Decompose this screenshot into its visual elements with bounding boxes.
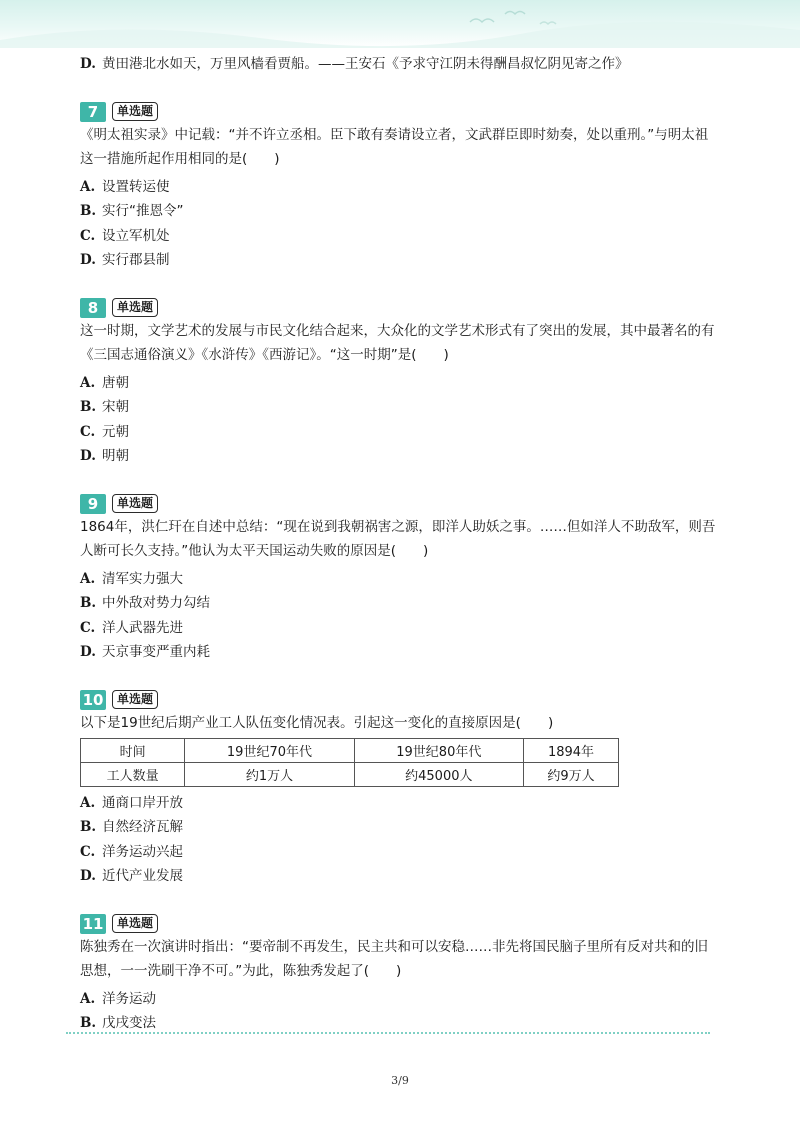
q6-option-d[interactable]: D. 黄田港北水如天，万里风樯看贾船。——王安石《予求守江阴未得酬昌叔忆阴见寄之作》 [80, 56, 629, 72]
question-type-tag: 单选题 [112, 690, 158, 709]
option-d[interactable]: D. 天京事变严重内耗 [80, 644, 210, 660]
table-cell: 约1万人 [185, 762, 354, 786]
question-type-tag: 单选题 [112, 494, 158, 513]
question-stem: 这一时期，文学艺术的发展与市民文化结合起来，大众化的文学艺术形式有了突出的发展，其中最著名的有《三国志通俗演义》《水浒传》《西游记》。“这一时期”是( ) [80, 322, 715, 363]
table-row [81, 738, 619, 762]
option-c[interactable]: C. 设立军机处 [80, 227, 170, 244]
question-type-tag: 单选题 [112, 102, 158, 121]
question-number-badge: 10 [80, 690, 106, 710]
option-b[interactable]: B. 实行“推恩令” [80, 203, 184, 219]
footer-divider [66, 1032, 710, 1034]
table-cell: 1894年 [524, 738, 619, 762]
question-header [80, 297, 720, 319]
question-header [80, 493, 720, 515]
question-header [80, 689, 720, 711]
bird-decoration-icon [0, 0, 800, 48]
option-b[interactable]: B. 戊戌变法 [80, 1015, 156, 1031]
page-number: 3/9 [391, 1074, 409, 1087]
question-stem: 《明太祖实录》中记载：“并不许立丞相。臣下敢有奏请设立者，文武群臣即时劾奏，处以重刑。”与明太祖这一措施所起作用相同的是( ) [80, 126, 709, 167]
option-b[interactable]: B. 宋朝 [80, 399, 129, 415]
option-c[interactable]: C. 元朝 [80, 423, 129, 440]
option-c[interactable]: C. 洋人武器先进 [80, 619, 183, 636]
option-c[interactable]: C. 洋务运动兴起 [80, 843, 183, 860]
option-a[interactable]: A. 洋务运动 [80, 990, 156, 1007]
option-a[interactable]: A. 清军实力强大 [80, 570, 183, 587]
table-cell: 约45000人 [354, 762, 523, 786]
header-banner [0, 0, 800, 48]
question-stem: 1864年，洪仁玕在自述中总结：“现在说到我朝祸害之源，即洋人助妖之事。……但如洋人不助敌军，则吾人断可长久支持。”他认为太平天国运动失败的原因是( ) [80, 518, 716, 559]
option-b[interactable]: B. 自然经济瓦解 [80, 819, 183, 835]
table-cell: 约9万人 [524, 762, 619, 786]
question-content [80, 50, 720, 1036]
table-cell: 19世纪70年代 [185, 738, 354, 762]
option-a[interactable]: A. 唐朝 [80, 374, 129, 391]
question-stem: 以下是19世纪后期产业工人队伍变化情况表。引起这一变化的直接原因是( ) [80, 714, 554, 731]
table-cell: 时间 [81, 738, 185, 762]
table-cell: 工人数量 [81, 762, 185, 786]
question-number-badge: 7 [80, 102, 106, 122]
option-d[interactable]: D. 近代产业发展 [80, 868, 183, 884]
option-d[interactable]: D. 实行郡县制 [80, 252, 170, 268]
question-number-badge: 11 [80, 914, 106, 934]
question-type-tag: 单选题 [112, 298, 158, 317]
question-type-tag: 单选题 [112, 914, 158, 933]
question-number-badge: 9 [80, 494, 106, 514]
question-header [80, 101, 720, 123]
option-a[interactable]: A. 设置转运使 [80, 178, 170, 195]
option-a[interactable]: A. 通商口岸开放 [80, 794, 183, 811]
option-b[interactable]: B. 中外敌对势力勾结 [80, 595, 210, 611]
question-header [80, 913, 720, 935]
question-number-badge: 8 [80, 298, 106, 318]
worker-count-table [80, 738, 619, 787]
question-stem: 陈独秀在一次演讲时指出：“要帝制不再发生，民主共和可以安稳……非先将国民脑子里所有反对共和的旧思想，一一洗刷干净不可。”为此，陈独秀发起了( ) [80, 938, 708, 979]
option-d[interactable]: D. 明朝 [80, 448, 129, 464]
table-row [81, 762, 619, 786]
table-cell: 19世纪80年代 [354, 738, 523, 762]
